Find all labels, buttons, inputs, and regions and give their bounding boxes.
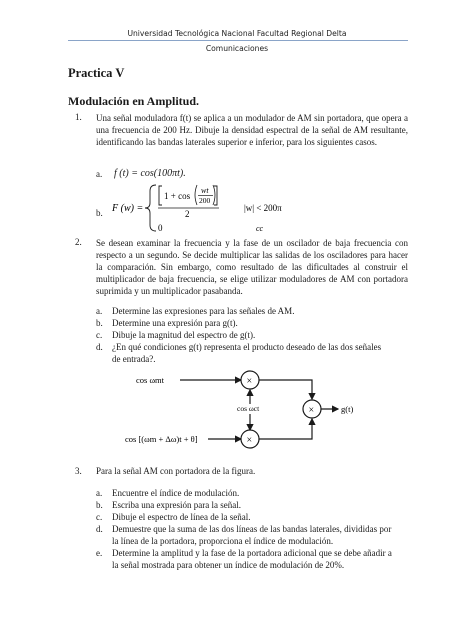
page-subtitle: Modulación en Amplitud. [68, 94, 200, 108]
q2-d-text-cont: de entrada?. [112, 354, 156, 364]
q3-d-text-cont: la línea de la portadora, proporciona el índice de modulación. [112, 536, 334, 546]
q2-c-label: c. [96, 330, 103, 340]
q1-b-cond: |w| < 200π [244, 203, 282, 213]
output-label: g(t) [341, 404, 354, 414]
q3-number: 3. [75, 466, 82, 476]
q3-a-label: a. [96, 488, 103, 498]
header-rule [68, 40, 408, 41]
q1-b-one: 1 + cos [164, 191, 191, 201]
q2-a-text: Determine las expresiones para las señales de AM. [112, 306, 295, 316]
q2-text: Se desean examinar la frecuencia y la fase de un oscilador de baja frecuencia con respecto a un segundo. Se decide multiplicar las salidas de los osciladores para hacer la comparación. Sin embargo, como resultado de las dificultades al construir el multiplicador de baja frecuencia, se elige utilizar moduladores de AM con portadora suprimida y un multiplicador pasabanda. [96, 238, 408, 296]
q1-b-label: b. [96, 208, 103, 218]
q3-text: Para la señal AM con portadora de la figura. [96, 466, 256, 476]
multiplier-top-symbol: × [246, 376, 253, 387]
multiplier-final-symbol: × [308, 405, 315, 416]
top-to-final [259, 380, 312, 399]
q2-d-label: d. [96, 342, 103, 352]
q1-b-wt: wt [201, 186, 209, 195]
bottom-to-final [259, 419, 312, 439]
q3-e-text: Determine la amplitud y la fase de la portadora adicional que se debe añadir a [112, 548, 392, 558]
q2-b-text: Determine una expresión para g(t). [112, 318, 238, 328]
q2-c-text: Dibuje la magnitud del espectro de g(t). [112, 330, 256, 340]
q3-c-text: Dibuje el espectro de línea de la señal. [112, 512, 251, 522]
q3-d-label: d. [96, 524, 103, 534]
q3-c-label: c. [96, 512, 103, 522]
q1-b-den: 2 [185, 209, 190, 219]
header-course: Comunicaciones [205, 44, 269, 53]
q1-text: Una señal moduladora f(t) se aplica a un modulador de AM sin portadora, que opera a una frecuencia de 200 Hz. Dibuje la densidad espectral de la señal de AM resultante, identificando las bandas laterales superior e inferior, para los siguientes casos. [96, 113, 408, 147]
q1-b-formula [110, 183, 310, 233]
header-institution: Universidad Tecnológica Nacional Facultad Regional Delta [127, 29, 347, 38]
q3-d-text: Demuestre que la suma de las dos líneas de las bandas laterales, divididas por [112, 524, 392, 534]
input-top-label: cos ωmt [136, 375, 165, 385]
q1-number: 1. [75, 112, 82, 122]
q2-number: 2. [75, 237, 82, 247]
q3-a-text: Encuentre el índice de modulación. [112, 488, 240, 498]
carrier-label: cos ωct [237, 404, 260, 413]
q3-e-label: e. [96, 548, 103, 558]
q1-b-200: 200 [199, 196, 211, 205]
q1-b-cc: cc [256, 224, 264, 233]
multiplier-bottom-symbol: × [246, 435, 253, 446]
q1-a-label: a. [96, 169, 103, 179]
input-bottom-label: cos [(ωm + Δω)t + θ] [125, 434, 198, 444]
q2-block-diagram [100, 366, 400, 454]
q2-d-text: ¿En qué condiciones g(t) representa el producto deseado de las dos señales [112, 342, 382, 352]
q2-a-label: a. [96, 306, 103, 316]
q1-b-zero: 0 [158, 223, 163, 233]
q3-b-text: Escriba una expresión para la señal. [112, 500, 241, 510]
q1-a-formula: f (t) = cos(100πt). [114, 168, 186, 179]
q3-e-text-cont: la señal mostrada para obtener un índice de modulación de 20%. [112, 560, 345, 570]
page-title: Practica V [68, 66, 125, 80]
q2-b-label: b. [96, 318, 103, 328]
q3-b-label: b. [96, 500, 103, 510]
q1-b-lhs: F (w) = [112, 203, 144, 214]
